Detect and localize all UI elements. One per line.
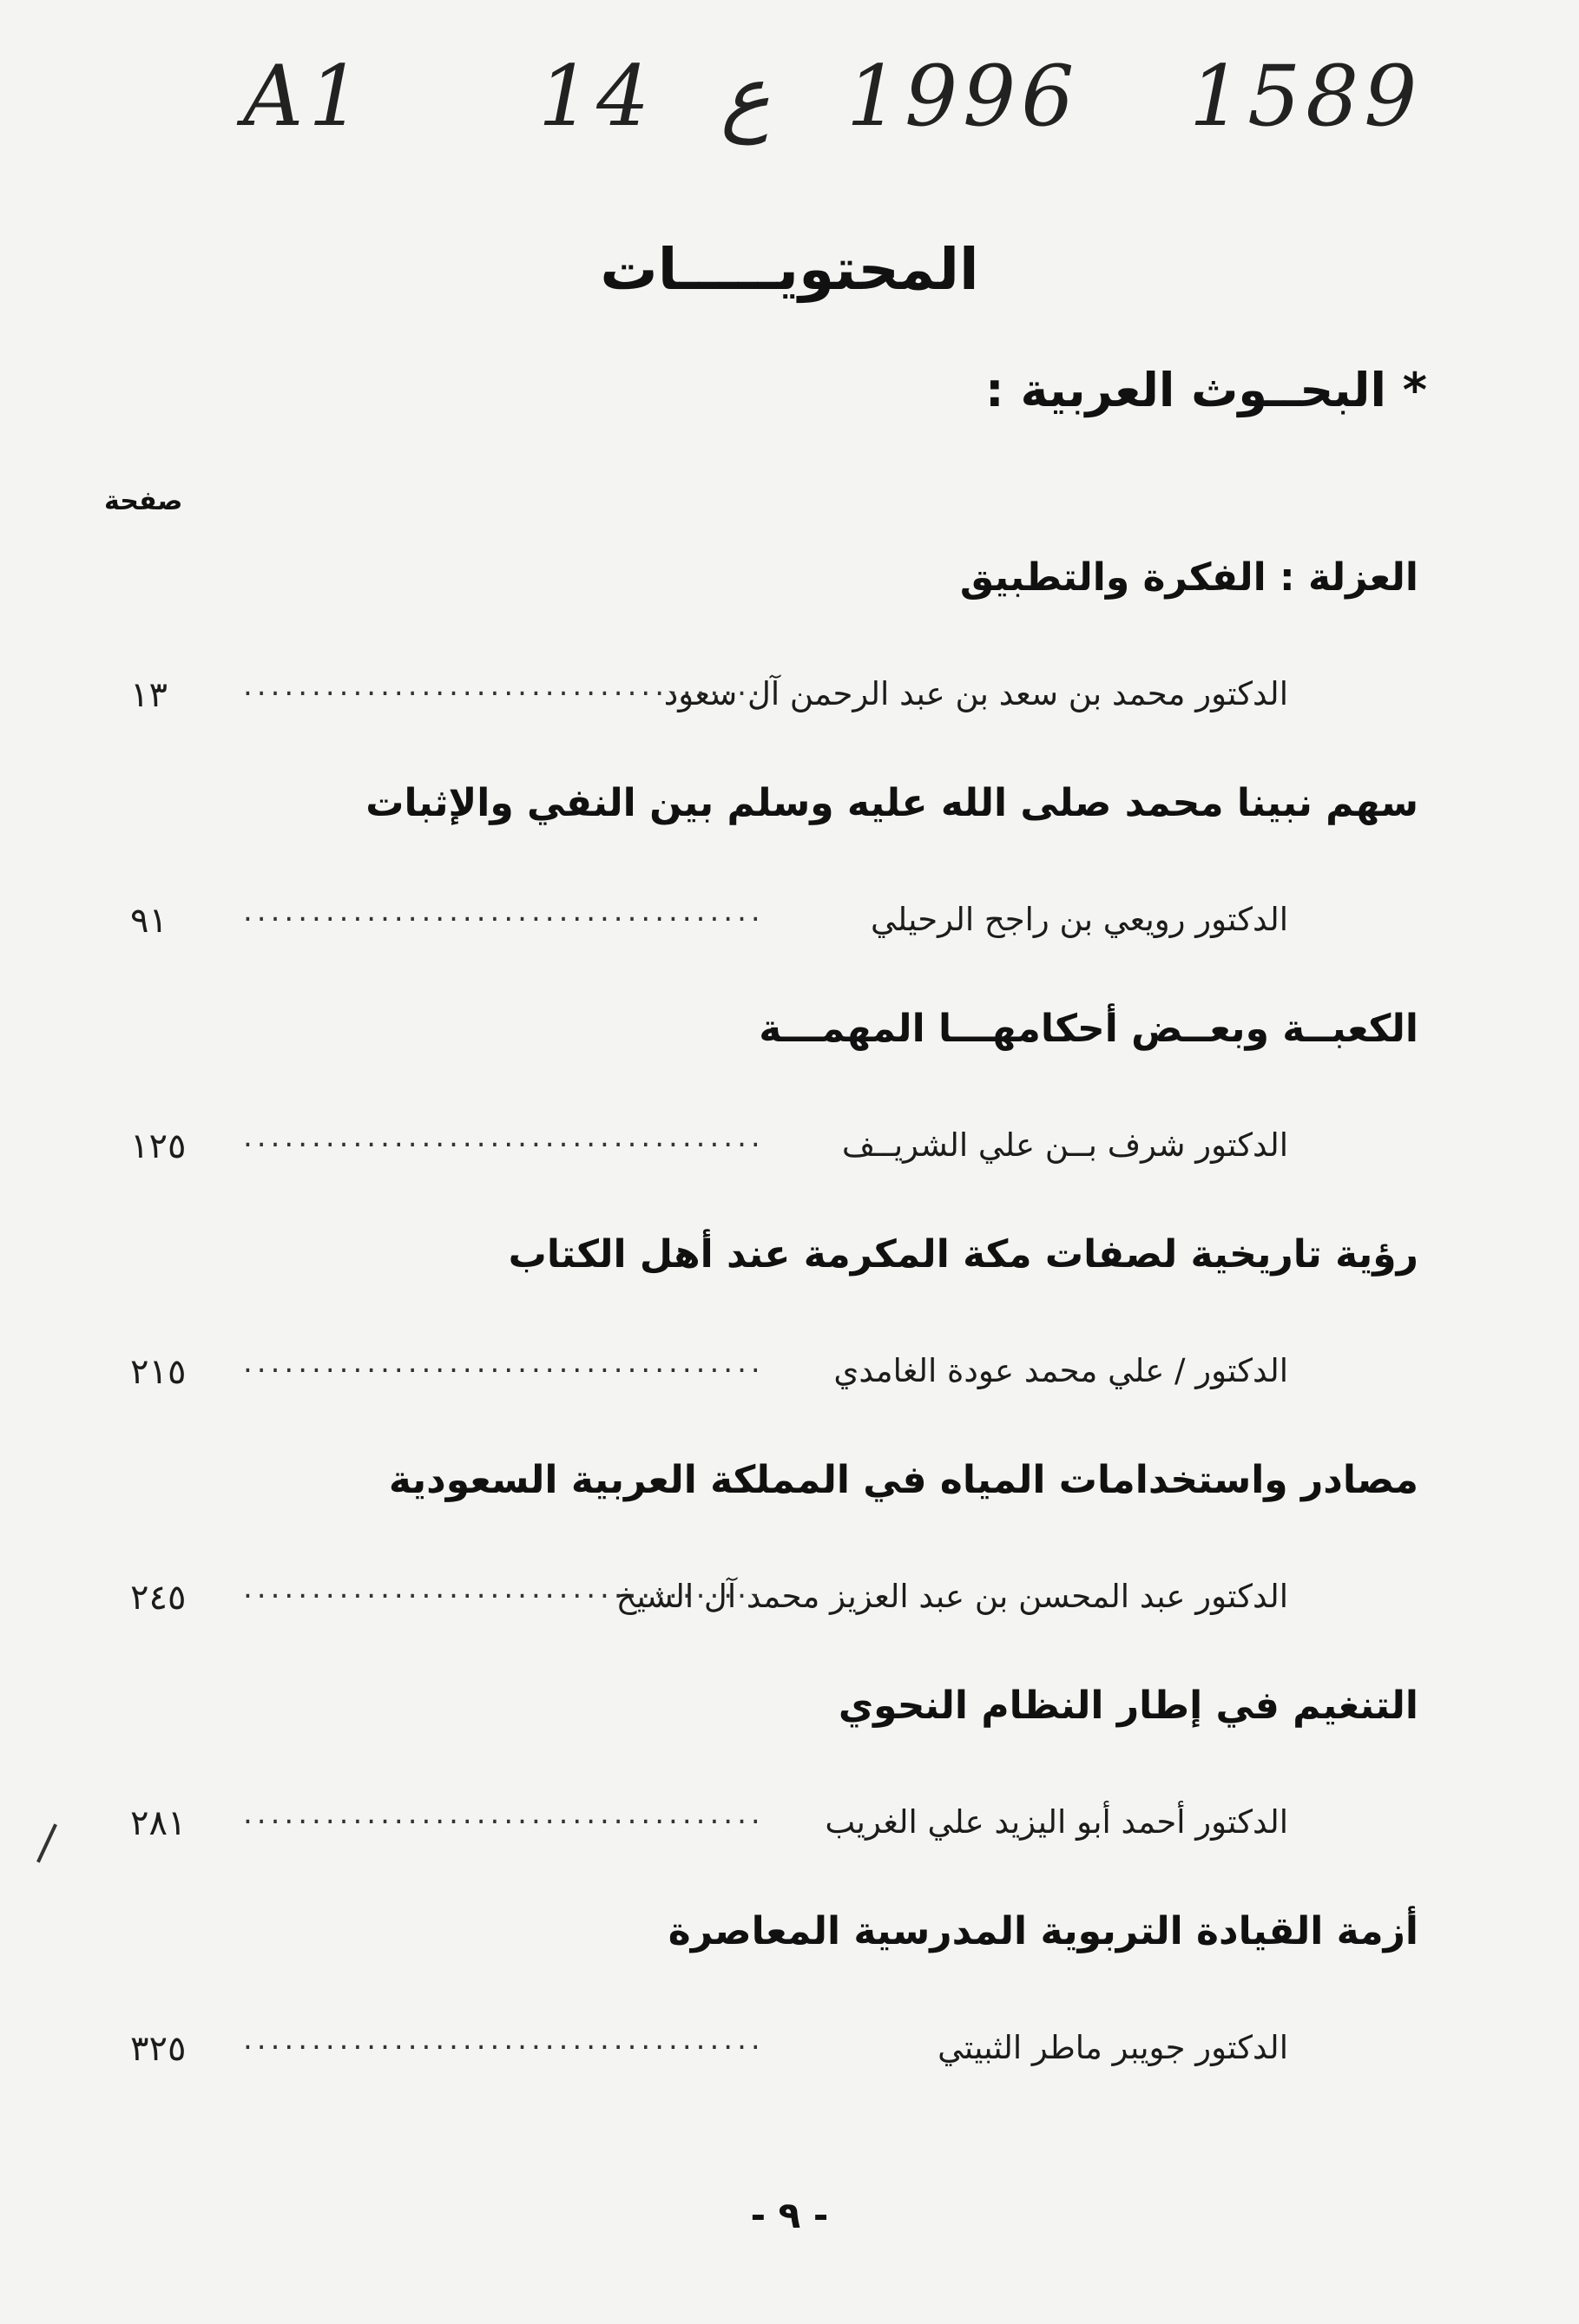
- entry-title: العزلة : الفكرة والتطبيق: [959, 555, 1418, 600]
- toc-entry[interactable]: [0, 1458, 1579, 1684]
- entry-page-number: ٩١: [130, 901, 168, 941]
- dot-leader: ......................................: [243, 1119, 765, 1154]
- entry-title: التنغيم في إطار النظام النحوي: [838, 1684, 1418, 1728]
- section-heading: * البحــوث العربية :: [985, 363, 1427, 417]
- page-number-footer: - ٩ -: [750, 2194, 829, 2236]
- entry-author: الدكتور جويبر ماطر الثبيتي: [938, 2029, 1288, 2066]
- handwritten-serial: 1589: [1189, 48, 1423, 145]
- page-title: المحتويـــــات: [600, 236, 979, 303]
- toc-entry[interactable]: [0, 1232, 1579, 1458]
- dot-leader: ......................................: [243, 2022, 765, 2057]
- entry-page-number: ١٢٥: [130, 1126, 187, 1166]
- entry-author: الدكتور / علي محمد عودة الغامدي: [833, 1352, 1288, 1389]
- entry-author: الدكتور شرف بــن علي الشريــف: [841, 1126, 1288, 1164]
- dot-leader: ......................................: [243, 1345, 765, 1380]
- toc-entry[interactable]: [0, 555, 1579, 781]
- entry-author: الدكتور محمد بن سعد بن عبد الرحمن آل سعود: [663, 675, 1288, 712]
- entry-title: الكعبــة وبعــض أحكامهـــا المهمـــة: [759, 1007, 1418, 1051]
- handwritten-letter: ع: [720, 48, 771, 145]
- dot-leader: ......................................: [243, 894, 765, 929]
- entry-author: الدكتور رويعي بن راجح الرحيلي: [871, 901, 1288, 938]
- dot-leader: ......................................: [243, 1571, 765, 1605]
- table-of-contents: [0, 555, 1579, 2135]
- entry-page-number: ٣٢٥: [130, 2029, 187, 2069]
- entry-author: الدكتور أحمد أبو اليزيد علي الغريب: [825, 1803, 1288, 1841]
- entry-title: سهم نبينا محمد صلى الله عليه وسلم بين النفي والإثبات: [365, 781, 1418, 825]
- handwritten-number: 14: [538, 48, 655, 145]
- entry-author: الدكتور عبد المحسن بن عبد العزيز محمد آل الشيخ: [615, 1578, 1288, 1615]
- handwritten-year: 1996: [846, 48, 1080, 145]
- entry-page-number: ٢٨١: [130, 1803, 187, 1843]
- entry-title: مصادر واستخدامات المياه في المملكة العربية السعودية: [388, 1458, 1418, 1502]
- dot-leader: ......................................: [243, 1796, 765, 1831]
- handwritten-code: A1: [243, 48, 367, 145]
- entry-title: رؤية تاريخية لصفات مكة المكرمة عند أهل الكتاب: [508, 1232, 1418, 1277]
- toc-entry[interactable]: [0, 781, 1579, 1007]
- toc-entry[interactable]: [0, 1909, 1579, 2135]
- dot-leader: ......................................: [243, 668, 765, 703]
- page-column-label: صفحة: [104, 486, 183, 516]
- entry-page-number: ١٣: [130, 675, 168, 715]
- entry-page-number: ٢٤٥: [130, 1578, 187, 1618]
- entry-page-number: ٢١٥: [130, 1352, 187, 1392]
- toc-entry[interactable]: [0, 1684, 1579, 1909]
- entry-title: أزمة القيادة التربوية المدرسية المعاصرة: [668, 1909, 1418, 1953]
- toc-entry[interactable]: [0, 1007, 1579, 1232]
